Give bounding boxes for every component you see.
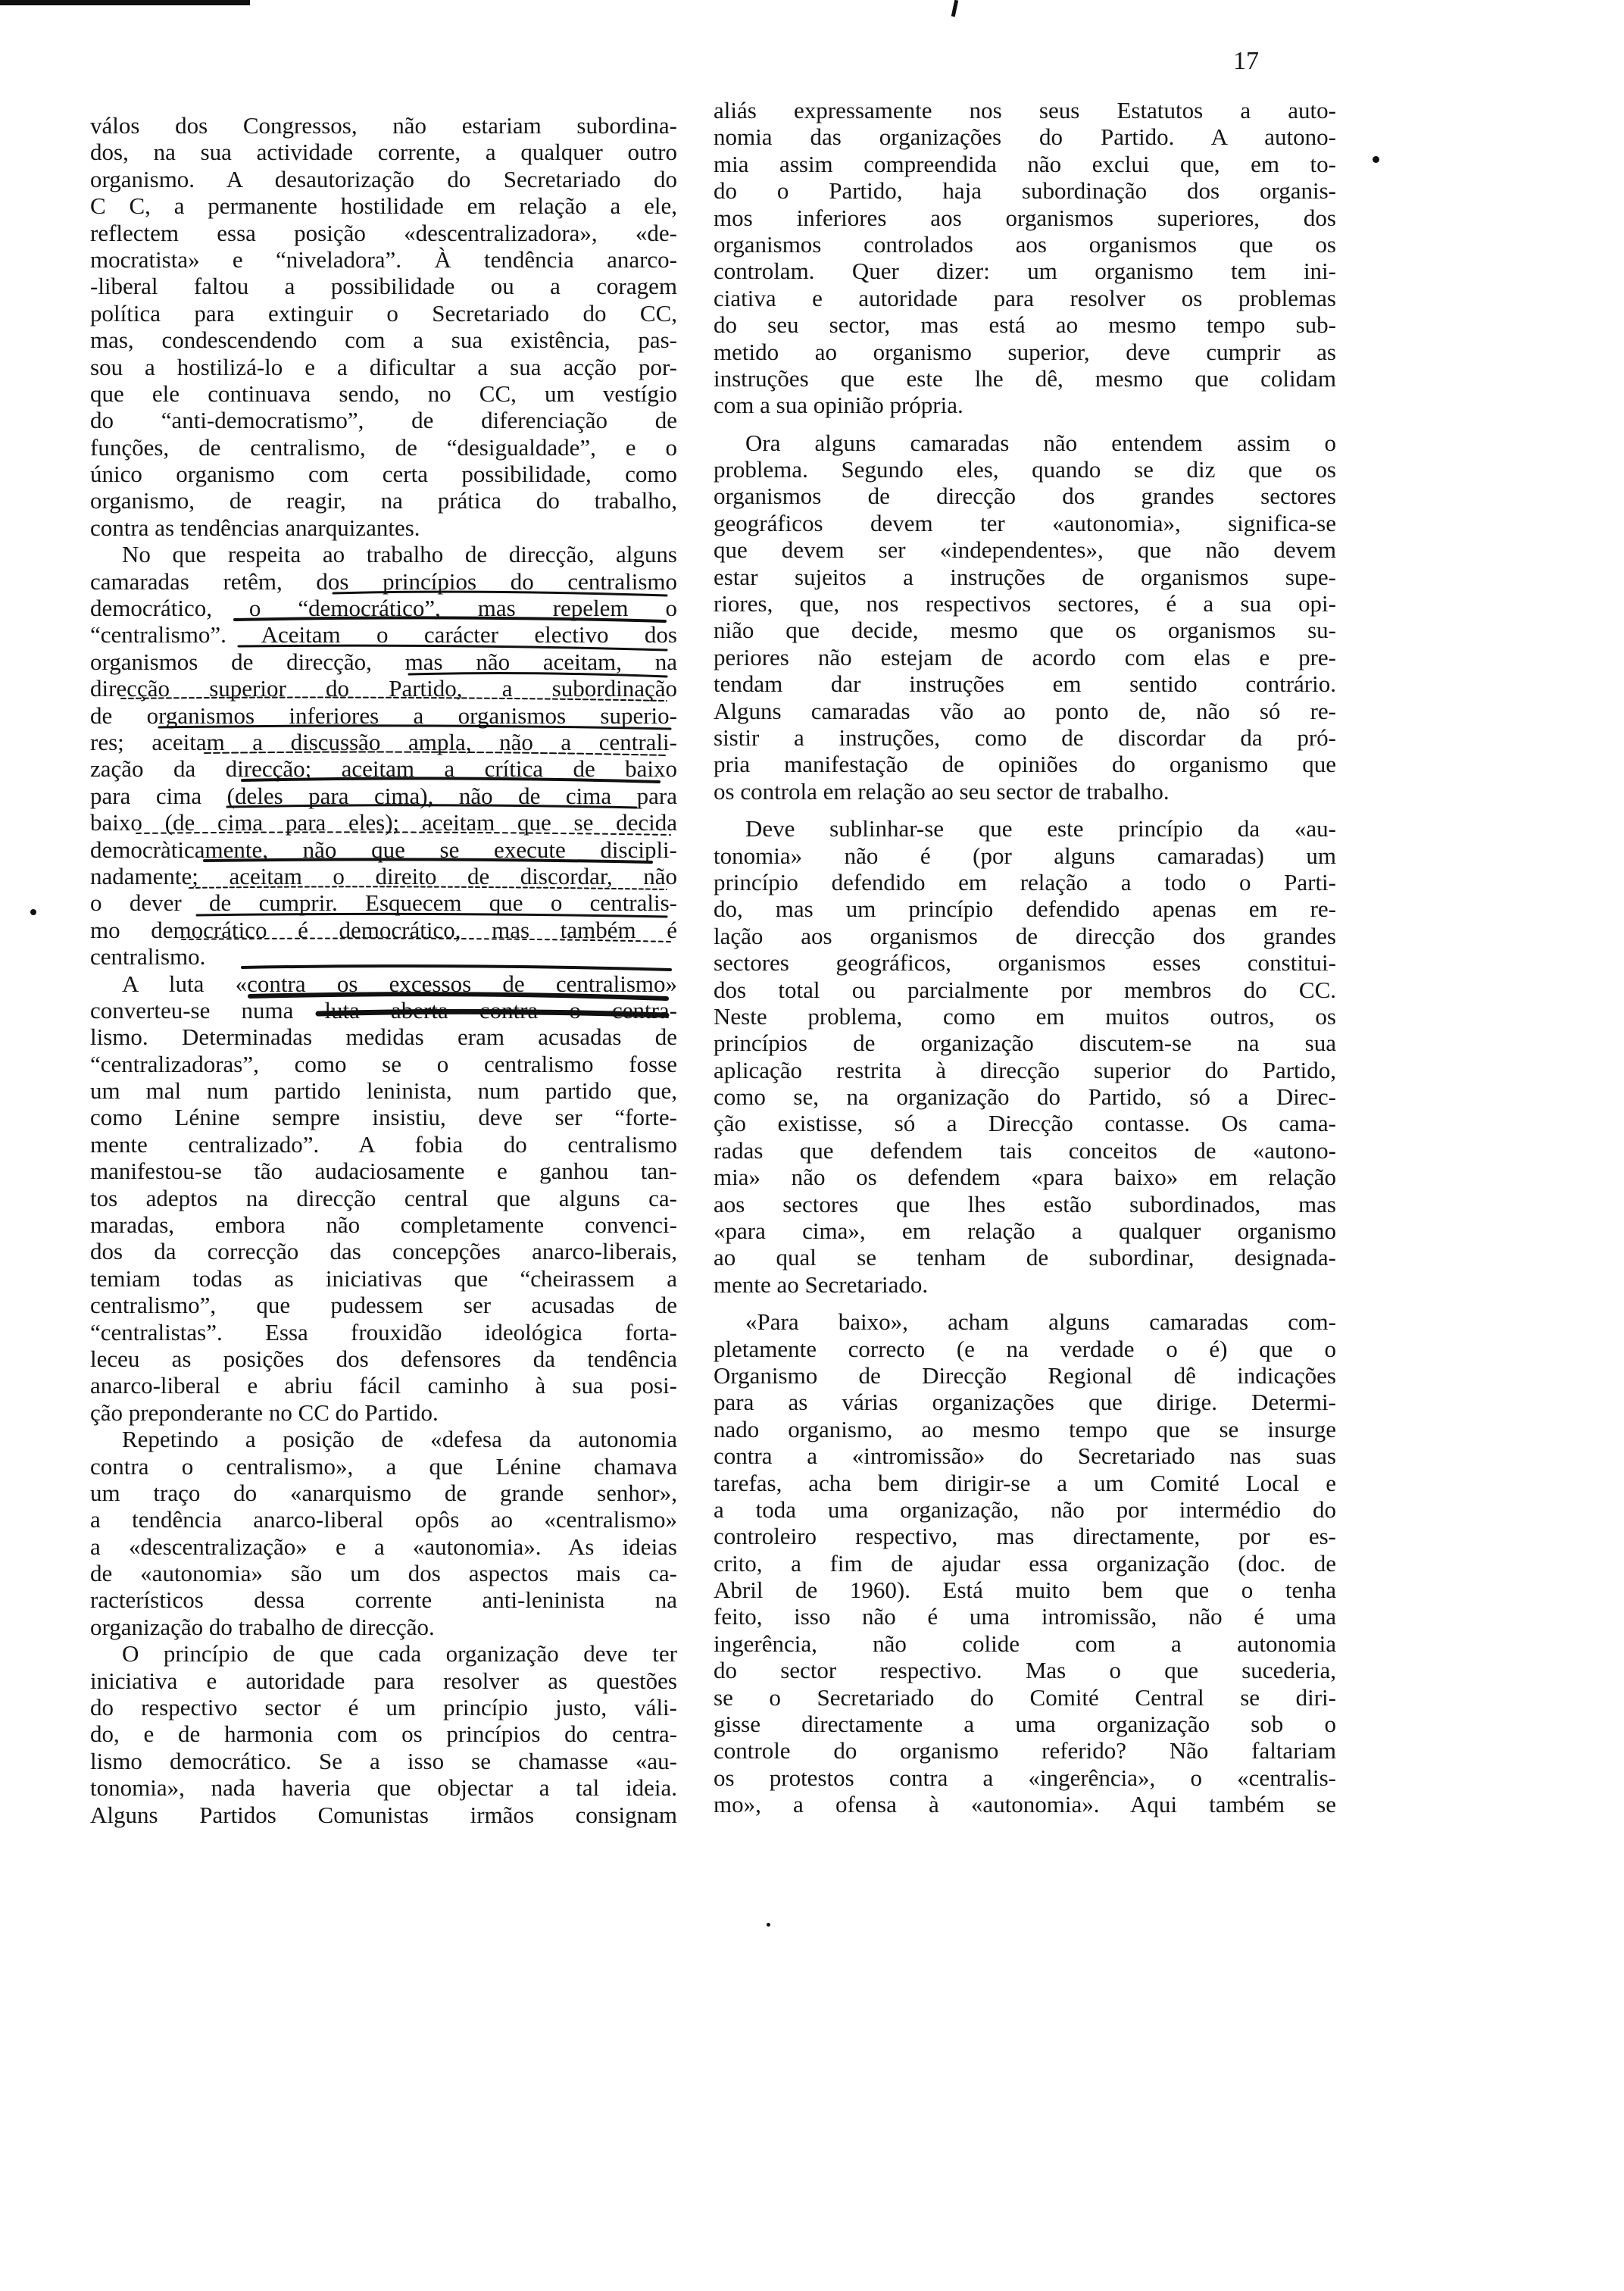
text-line: nomia das organizações do Partido. A autono- bbox=[714, 123, 1336, 151]
text-line: direcção superior do Partido, a subordinação bbox=[90, 675, 677, 702]
text-line: mente ao Secretariado. bbox=[714, 1271, 929, 1298]
text-line: Abril de 1960). Está muito bem que o tenha bbox=[714, 1577, 1336, 1604]
text-line: “centralismo”. Aceitam o carácter electivo dos bbox=[90, 621, 677, 649]
paragraph bbox=[90, 541, 677, 970]
text-line: dos, na sua actividade corrente, a qualquer outro bbox=[90, 139, 677, 166]
text-line: do o Partido, haja subordinação dos organis- bbox=[714, 177, 1336, 205]
text-line: a tendência anarco-liberal opôs ao «centralismo» bbox=[90, 1506, 677, 1533]
text-line: a toda uma organização, não por intermédio do bbox=[714, 1496, 1336, 1523]
scan-speck bbox=[767, 1923, 770, 1927]
text-line: res; aceitam a discussão ampla, não a centrali- bbox=[90, 728, 677, 755]
text-line: Repetindo a posição de «defesa da autonomia bbox=[122, 1426, 677, 1453]
text-line: contra as tendências anarquizantes. bbox=[90, 514, 420, 541]
text-line: iniciativa e autoridade para resolver as questões bbox=[90, 1667, 677, 1694]
text-line: os protestos contra a «ingerência», o «centralis- bbox=[714, 1764, 1336, 1791]
scan-edge-mark bbox=[951, 0, 958, 17]
text-line: Deve sublinhar-se que este princípio da «au- bbox=[745, 815, 1336, 842]
text-line: riores, que, nos respectivos sectores, é a sua opi- bbox=[714, 590, 1336, 617]
text-line: do “anti-democratismo”, de diferenciação de bbox=[90, 407, 677, 434]
text-line: mo», a ofensa à «autonomia». Aqui também se bbox=[714, 1791, 1336, 1818]
text-line: anarco-liberal e abriu fácil caminho à sua posi- bbox=[90, 1372, 677, 1399]
text-line: tonomia», nada haveria que objectar a tal ideia. bbox=[90, 1774, 677, 1802]
text-line: nião que decide, mesmo que os organismos su- bbox=[714, 617, 1336, 644]
text-line: como se, na organização do Partido, só a Direc- bbox=[714, 1083, 1336, 1111]
text-line: ao qual se tenham de subordinar, designada- bbox=[714, 1244, 1336, 1271]
text-line: democrático, o “democrático”, mas repelem o bbox=[90, 595, 677, 622]
text-line: princípio defendido em relação a todo o Parti- bbox=[714, 868, 1336, 895]
text-line: ção preponderante no CC do Partido. bbox=[90, 1399, 439, 1426]
text-line: dos da correcção das concepções anarco-liberais, bbox=[90, 1238, 677, 1265]
text-line: um traço do «anarquismo de grande senhor», bbox=[90, 1479, 677, 1506]
page-number: 17 bbox=[1233, 47, 1259, 75]
text-line: nado organismo, ao mesmo tempo que se insurge bbox=[714, 1415, 1336, 1442]
text-line: metido ao organismo superior, deve cumprir as bbox=[714, 338, 1336, 365]
text-line: organismos controlados aos organismos que os bbox=[714, 230, 1336, 258]
text-line: mocratista» e “niveladora”. À tendência anarco- bbox=[90, 245, 677, 273]
text-line: como Lénine sempre insistiu, deve ser “forte- bbox=[90, 1104, 677, 1131]
text-line: gisse directamente a uma organização sob o bbox=[714, 1711, 1336, 1738]
paragraph bbox=[714, 1308, 1336, 1817]
text-line: mente centralizado”. A fobia do centralismo bbox=[90, 1130, 677, 1158]
text-line: válos dos Congressos, não estariam subordina- bbox=[90, 112, 677, 139]
scan-speck bbox=[1373, 156, 1379, 163]
text-line: geográficos devem ter «autonomia», significa-se bbox=[714, 509, 1336, 536]
text-line: C C, a permanente hostilidade em relação a ele, bbox=[90, 192, 677, 220]
text-line: os controla em relação ao seu sector de trabalho. bbox=[714, 777, 1170, 805]
text-line: A luta «contra os excessos de centralismo» bbox=[122, 970, 677, 997]
text-line: mia» não os defendem «para baixo» em relação bbox=[714, 1164, 1336, 1191]
text-line: periores não estejam de acordo com elas e pre- bbox=[714, 643, 1336, 670]
text-line: «Para baixo», acham alguns camaradas com- bbox=[745, 1308, 1336, 1336]
text-line: O princípio de que cada organização deve ter bbox=[122, 1640, 677, 1667]
text-line: do seu sector, mas está ao mesmo tempo sub- bbox=[714, 311, 1336, 339]
text-line: do, mas um princípio defendido apenas em re- bbox=[714, 895, 1336, 923]
text-line: “centralizadoras”, como se o centralismo fosse bbox=[90, 1050, 677, 1077]
text-line: tos adeptos na direcção central que alguns ca- bbox=[90, 1184, 677, 1211]
paragraph bbox=[714, 815, 1336, 1298]
text-line: do respectivo sector é um princípio justo, váli- bbox=[90, 1694, 677, 1721]
text-line: Organismo de Direcção Regional dê indicações bbox=[714, 1361, 1336, 1389]
text-line: Ora alguns camaradas não entendem assim o bbox=[745, 429, 1336, 456]
text-line: controle do organismo referido? Não faltariam bbox=[714, 1737, 1336, 1764]
text-line: ção existisse, só a Direcção contasse. Os cama- bbox=[714, 1110, 1336, 1137]
text-line: que ele continuava sendo, no CC, um vestígio bbox=[90, 380, 677, 407]
text-line: “centralistas”. Essa frouxidão ideológica forta- bbox=[90, 1318, 677, 1346]
text-line: que devem ser «independentes», que não devem bbox=[714, 536, 1336, 564]
text-line: com a sua opinião própria. bbox=[714, 392, 963, 419]
text-line: de organismos inferiores a organismos superio- bbox=[90, 702, 677, 729]
text-line: o dever de cumprir. Esquecem que o centralis- bbox=[90, 889, 677, 917]
text-line: do sector respectivo. Mas o que sucederia, bbox=[714, 1657, 1336, 1684]
paragraph bbox=[90, 112, 677, 541]
text-line: estar sujeitos a instruções de organismos supe- bbox=[714, 563, 1336, 590]
text-line: mas, condescendendo com a sua existência, pas- bbox=[90, 327, 677, 354]
text-line: contra o centralismo», a que Lénine chamava bbox=[90, 1452, 677, 1480]
text-line: temiam todas as iniciativas que “cheirassem a bbox=[90, 1264, 677, 1292]
text-line: centralismo”, que pudessem ser acusadas de bbox=[90, 1292, 677, 1319]
text-line: leceu as posições dos defensores da tendência bbox=[90, 1345, 677, 1372]
text-line: pria manifestação de opiniões do organismo que bbox=[714, 751, 1336, 778]
text-line: aliás expressamente nos seus Estatutos a auto- bbox=[714, 97, 1336, 123]
text-line: baixo (de cima para eles); aceitam que se decida bbox=[90, 809, 677, 836]
text-line: para as várias organizações que dirige. Determi- bbox=[714, 1389, 1336, 1416]
text-line: ciativa e autoridade para resolver os problemas bbox=[714, 284, 1336, 311]
text-line: lismo democrático. Se a isso se chamasse «au- bbox=[90, 1747, 677, 1774]
text-line: pletamente correcto (e na verdade o é) que o bbox=[714, 1335, 1336, 1362]
text-line: democràticamente, não que se execute discipli- bbox=[90, 836, 677, 863]
text-line: do, e de harmonia com os princípios do centra- bbox=[90, 1721, 677, 1748]
text-line: mos inferiores aos organismos superiores, dos bbox=[714, 204, 1336, 231]
text-line: organismo, de reagir, na prática do trabalho, bbox=[90, 487, 677, 514]
text-line: para cima (deles para cima), não de cima para bbox=[90, 782, 677, 809]
scan-speck bbox=[30, 909, 36, 915]
scan-edge-mark bbox=[0, 0, 250, 5]
text-line: manifestou-se tão audaciosamente e ganhou tan- bbox=[90, 1158, 677, 1185]
text-line: lismo. Determinadas medidas eram acusadas de bbox=[90, 1024, 677, 1051]
text-line: a «descentralização» e a «autonomia». As ideias bbox=[90, 1533, 677, 1560]
paragraph bbox=[90, 1640, 677, 1828]
text-line: tonomia» não é (por alguns camaradas) um bbox=[714, 842, 1336, 869]
text-line: instruções que este lhe dê, mesmo que colidam bbox=[714, 364, 1336, 392]
text-line: mo democrático é democrático, mas também é bbox=[90, 916, 677, 943]
text-line: organismos de direcção dos grandes sectores bbox=[714, 483, 1336, 510]
text-line: dos total ou parcialmente por membros do CC. bbox=[714, 976, 1336, 1003]
text-line: camaradas retêm, dos princípios do centralismo bbox=[90, 567, 677, 595]
text-line: princípios de organização discutem-se na sua bbox=[714, 1030, 1336, 1057]
text-line: radas que defendem tais conceitos de «autono- bbox=[714, 1136, 1336, 1164]
text-line: controleiro respectivo, mas directamente, por es- bbox=[714, 1523, 1336, 1550]
text-line: ingerência, não colide com a autonomia bbox=[714, 1630, 1336, 1657]
text-line: racterísticos dessa corrente anti-leninista na bbox=[90, 1586, 677, 1614]
text-line: lação aos organismos de direcção dos grandes bbox=[714, 922, 1336, 949]
text-line: tarefas, acha bem dirigir-se a um Comité Local e bbox=[714, 1469, 1336, 1496]
text-line: problema. Segundo eles, quando se diz que os bbox=[714, 456, 1336, 483]
paragraph bbox=[714, 430, 1336, 805]
text-line: -liberal faltou a possibilidade ou a coragem bbox=[90, 273, 677, 300]
text-line: Neste problema, como em muitos outros, os bbox=[714, 1002, 1336, 1030]
text-line: organização do trabalho de direcção. bbox=[90, 1613, 435, 1640]
text-line: contra a «intromissão» do Secretariado nas suas bbox=[714, 1442, 1336, 1470]
text-line: maradas, embora não completamente convenci- bbox=[90, 1211, 677, 1239]
text-line: zação da direcção; aceitam a crítica de baixo bbox=[90, 755, 677, 783]
text-line: um mal num partido leninista, num partido que, bbox=[90, 1077, 677, 1105]
text-line: sectores geográficos, organismos esses constitui- bbox=[714, 949, 1336, 977]
text-line: No que respeita ao trabalho de direcção, alguns bbox=[122, 541, 677, 568]
text-line: aplicação restrita à direcção superior do Partido, bbox=[714, 1056, 1336, 1083]
text-line: organismos de direcção, mas não aceitam, na bbox=[90, 648, 677, 675]
text-line: reflectem essa posição «descentralizadora», «de- bbox=[90, 219, 677, 246]
text-line: «para cima», em relação a qualquer organismo bbox=[714, 1217, 1336, 1245]
text-line: Alguns camaradas vão ao ponto de, não só re- bbox=[714, 697, 1336, 724]
text-line: de «autonomia» são um dos aspectos mais ca- bbox=[90, 1560, 677, 1587]
text-line: aos sectores que lhes estão subordinados, mas bbox=[714, 1190, 1336, 1217]
text-line: controlam. Quer dizer: um organismo tem ini- bbox=[714, 258, 1336, 285]
right-column bbox=[714, 97, 1336, 1818]
text-line: funções, de centralismo, de “desigualdade”, e o bbox=[90, 433, 677, 461]
text-line: converteu-se numa luta aberta contra o centra- bbox=[90, 996, 677, 1024]
text-line: único organismo com certa possibilidade, como bbox=[90, 461, 677, 488]
text-line: centralismo. bbox=[90, 943, 206, 970]
text-line: mia assim compreendida não exclui que, em to- bbox=[714, 150, 1336, 177]
text-line: crito, a fim de ajudar essa organização (doc. de bbox=[714, 1549, 1336, 1577]
text-line: política para extinguir o Secretariado do CC, bbox=[90, 299, 677, 327]
paragraph bbox=[90, 1426, 677, 1640]
text-line: sistir a instruções, como de discordar da pró- bbox=[714, 724, 1336, 751]
text-line: nadamente; aceitam o direito de discordar, não bbox=[90, 862, 677, 889]
paragraph bbox=[90, 970, 677, 1427]
text-line: sou a hostilizá-lo e a dificultar a sua acção por- bbox=[90, 353, 677, 380]
text-line: feito, isso não é uma intromissão, não é uma bbox=[714, 1603, 1336, 1630]
text-line: tendam dar instruções em sentido contrário. bbox=[714, 670, 1336, 698]
text-line: organismo. A desautorização do Secretariado do bbox=[90, 165, 677, 192]
left-column bbox=[90, 112, 677, 1828]
paragraph bbox=[714, 97, 1336, 419]
text-line: se o Secretariado do Comité Central se diri- bbox=[714, 1683, 1336, 1711]
text-line: Alguns Partidos Comunistas irmãos consignam bbox=[90, 1801, 677, 1828]
